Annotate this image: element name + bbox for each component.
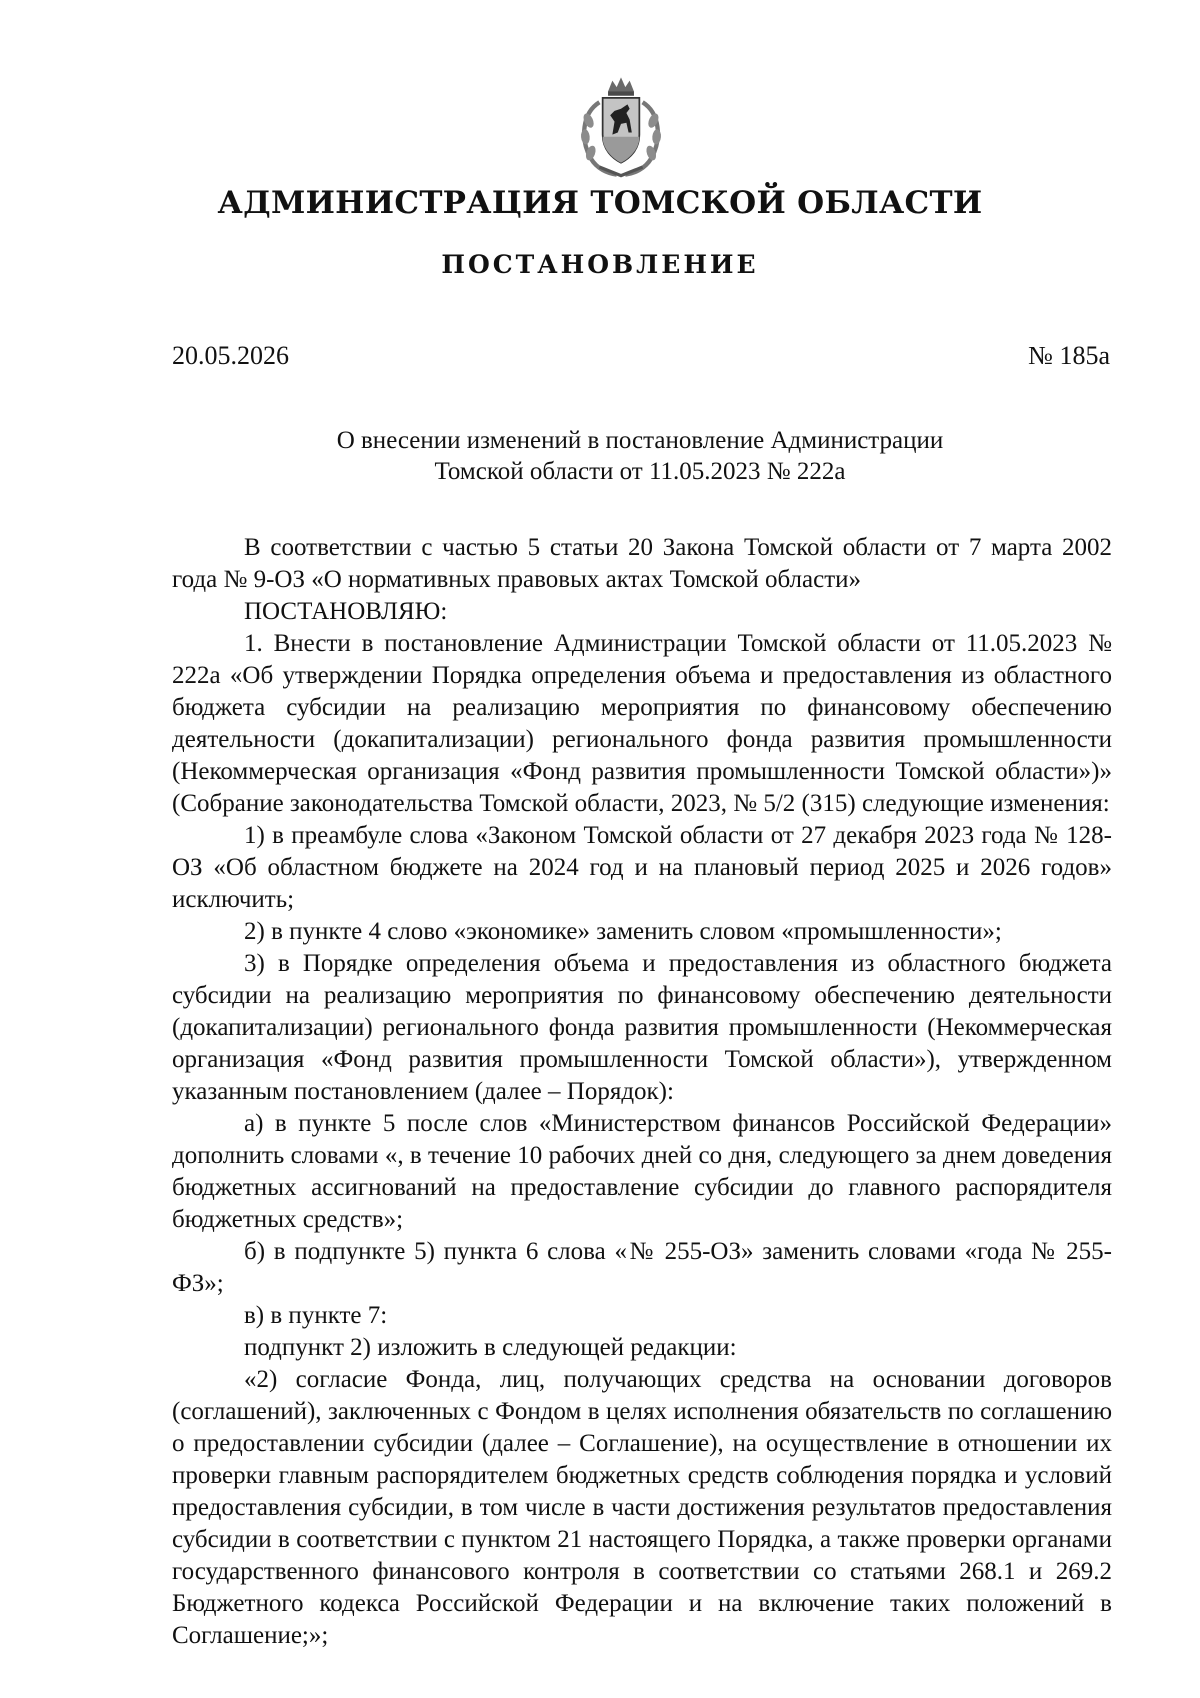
document-body: [172, 532, 1112, 1652]
paragraph-subitem-v: в) в пункте 7:: [244, 1302, 388, 1329]
paragraph-subitem-a: а) в пункте 5 после слов «Министерством финансов Российской Федерации» дополнить словами «, в течение 10 рабочих дней со дня, следующего за днем доведения бюджетных ассигнований на предоставление субсидии до главного распорядителя бюджетных средств»;: [172, 1110, 1112, 1233]
document-subject: [172, 425, 1108, 487]
paragraph-item-1: 1. Внести в постановление Администрации Томской области от 11.05.2023 № 222а «Об утверждении Порядка определения объема и предоставления из областного бюджета субсидии на реализацию мероприятия по финансовому обеспечению деятельности (докапитализации) регионального фонда развития промышленности (Некоммерческая организация «Фонд развития промышленности Томской области»)» (Собрание законодательства Томской области, 2023, № 5/2 (315) следующие изменения:: [172, 630, 1112, 817]
paragraph-subitem-b: б) в подпункте 5) пункта 6 слова «№ 255-ОЗ» заменить словами «года № 255-ФЗ»;: [172, 1238, 1112, 1297]
paragraph-subpoint-2-text: «2) согласие Фонда, лиц, получающих средства на основании договоров (соглашений), заключенных с Фондом в целях исполнения обязательств по соглашению о предоставлении субсидии (далее – Соглашение), на осуществление в отношении их проверки главным распорядителем бюджетных средств соблюдения порядка и условий предоставления субсидии, в том числе в части достижения результатов предоставления субсидии в соответствии с пунктом 21 настоящего Порядка, а также проверки органами государственного финансового контроля в соответствии со статьями 268.1 и 269.2 Бюджетного кодекса Российской Федерации и на включение таких положений в Соглашение;»;: [172, 1366, 1112, 1649]
paragraph-subitem-3: 3) в Порядке определения объема и предоставления из областного бюджета субсидии на реализацию мероприятия по финансовому обеспечению деятельности (докапитализации) регионального фонда развития промышленности (Некоммерческая организация «Фонд развития промышленности Томской области»), утвержденном указанным постановлением (далее – Порядок):: [172, 950, 1112, 1105]
paragraph-subitem-1: 1) в преамбуле слова «Законом Томской области от 27 декабря 2023 года № 128-ОЗ «Об областном бюджете на 2024 год и на плановый период 2025 и 2026 годов» исключить;: [172, 822, 1112, 913]
paragraph-subitem-2: 2) в пункте 4 слово «экономике» заменить словом «промышленности»;: [244, 918, 1002, 945]
paragraph-preamble: В соответствии с частью 5 статьи 20 Закона Томской области от 7 марта 2002 года № 9-ОЗ «О нормативных правовых актах Томской области»: [172, 534, 1112, 593]
paragraph-decree: ПОСТАНОВЛЯЮ:: [244, 598, 448, 625]
document-number: № 185а: [1028, 341, 1110, 370]
subject-line-1: О внесении изменений в постановление Администрации: [336, 427, 944, 454]
document-date: 20.05.2026: [172, 341, 289, 370]
coat-of-arms-icon: [567, 72, 675, 180]
paragraph-subpoint-2-intro: подпункт 2) изложить в следующей редакции:: [244, 1334, 737, 1361]
subject-line-2: Томской области от 11.05.2023 № 222а: [434, 458, 846, 485]
organization-title: АДМИНИСТРАЦИЯ ТОМСКОЙ ОБЛАСТИ: [217, 185, 983, 221]
document-type: ПОСТАНОВЛЕНИЕ: [441, 250, 759, 279]
